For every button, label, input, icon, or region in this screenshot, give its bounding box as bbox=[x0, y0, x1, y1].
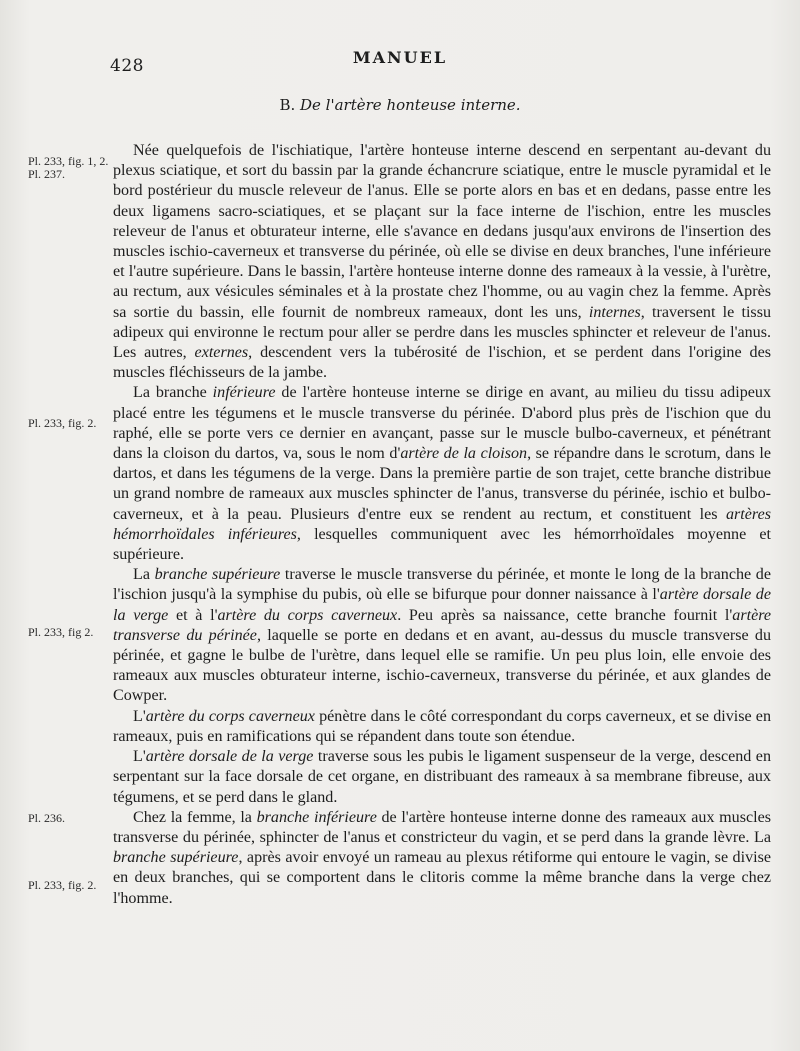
paragraph: La branche supérieure traverse le muscle transverse du périnée, et monte le long de la branche de l'ischion jusqu'à la symphise du pubis, où elle se bifurque pour donner naissance à l'artère dorsale de la verge et à l'artère du corps caverneux. Peu après sa naissance, cette branche fournit l'artère transverse du périnée, laquelle se porte en dedans et en avant, au-dessus du muscle transverse du périnée, et gagne le bulbe de l'urètre, dans lequel elle se ramifie. Un peu plus loin, elle envoie des rameaux aux muscles obturateur interne, ischio-caverneux, transverse du périnée, et aux glandes de Cowper. bbox=[113, 566, 772, 705]
emphasis: inférieure bbox=[212, 384, 276, 402]
paragraph: La branche inférieure de l'artère honteuse interne se dirige en avant, au milieu du tissu adipeux placé entre les tégumens et le muscle transverse du périnée. D'abord plus près de l'ischion que du raphé, elle se porte vers ce dernier en avançant, passe sur le muscle bulbo-caverneux, et pénétrant dans la cloison du dartos, va, sous le nom d'artère de la cloison, se répandre dans le scrotum, dans le dartos, et dans les tégumens de la verge. Dans la première partie de son trajet, cette branche distribue un grand nombre de rameaux aux muscles sphincter de l'anus, transverse du périnée, ischio et bulbo-caverneux, et à la peau. Plusieurs d'entre eux se rendent au rectum, et constituent les artères hémorrhoïdales inférieures, lesquelles communiquent avec les hémorrhoïdales moyenne et supérieure. bbox=[113, 384, 771, 564]
paragraph: L'artère du corps caverneux pénètre dans le côté correspondant du corps caverneux, et se divise en rameaux, puis en ramifications qui se répandent dans toute son étendue. bbox=[113, 707, 772, 745]
section-heading bbox=[0, 96, 800, 114]
body-text bbox=[113, 141, 771, 909]
emphasis: artère du corps caverneux bbox=[217, 606, 398, 624]
page-header bbox=[0, 48, 800, 78]
margin-note: Pl. 233, fig. 1, 2. Pl. 237. bbox=[28, 154, 109, 181]
margin-notes bbox=[0, 0, 112, 1051]
margin-note: Pl. 236. bbox=[28, 811, 66, 825]
section-label: B. bbox=[279, 96, 296, 114]
section-title: De l'artère honteuse interne. bbox=[300, 96, 521, 114]
emphasis: internes bbox=[588, 303, 641, 321]
emphasis: artère transverse du périnée bbox=[113, 606, 772, 644]
emphasis: externes bbox=[194, 344, 249, 362]
paragraph: Née quelquefois de l'ischiatique, l'artère honteuse interne descend en serpentant au-devant du plexus sciatique, et sort du bassin par la grande échancrure sciatique, entre le muscle pyramidal et le bord postérieur du muscle releveur de l'anus. Elle se porte alors en bas et en dedans, passe entre les deux ligamens sacro-sciatiques, et se plaçant sur la face interne de l'ischion, entre les muscles releveur de l'anus et obturateur interne, elle s'avance en dedans jusqu'aux environs de l'insertion des muscles ischio-caverneux et transverse du périnée, où elle se divise en deux branches, l'une inférieure et l'autre supérieure. Dans le bassin, l'artère honteuse interne donne des rameaux à la vessie, à l'urètre, au rectum, aux vésicules séminales et à la prostate chez l'homme, ou au vagin chez la femme. Après sa sortie du bassin, elle fournit de nombreux rameaux, dont les uns, internes, traversent le tissu adipeux qui environne le rectum pour aller se perdre dans les muscles sphincter et releveur de l'anus. Les autres, externes, descendent vers la tubérosité de l'ischion, et se perdent dans l'origine des muscles fléchisseurs de la jambe. bbox=[113, 142, 771, 382]
margin-note: Pl. 233, fig 2. bbox=[28, 625, 94, 639]
emphasis: branche supérieure bbox=[113, 849, 239, 867]
running-title: MANUEL bbox=[352, 48, 448, 67]
emphasis: artère dorsale de la verge bbox=[113, 586, 771, 624]
emphasis: artère de la cloison bbox=[400, 445, 528, 463]
paragraph: L'artère dorsale de la verge traverse sous les pubis le ligament suspenseur de la verge, descend en serpentant sur la face dorsale de cet organe, en distribuant des rameaux à sa membrane fibreuse, aux tégumens, et se perd dans le gland. bbox=[113, 748, 771, 806]
emphasis: artère dorsale de la verge bbox=[145, 748, 314, 766]
emphasis: branche inférieure bbox=[256, 808, 377, 826]
paragraph: Chez la femme, la branche inférieure de l'artère honteuse interne donne des rameaux aux muscles transverse du périnée, sphincter de l'anus et constricteur du vagin, et se perd dans la grande lèvre. La branche supérieure, après avoir envoyé un rameau au plexus rétiforme qui entoure le vagin, se divise en deux branches, qui se comportent dans le clitoris comme la même branche dans la verge chez l'homme. bbox=[113, 808, 771, 907]
emphasis: artères hémorrhoïdales inférieures bbox=[113, 505, 771, 543]
page-number: 428 bbox=[110, 56, 144, 76]
emphasis: artère du corps caverneux bbox=[145, 707, 315, 725]
margin-note: Pl. 233, fig. 2. bbox=[28, 878, 97, 892]
emphasis: branche supérieure bbox=[154, 566, 281, 584]
margin-note: Pl. 233, fig. 2. bbox=[28, 416, 97, 430]
